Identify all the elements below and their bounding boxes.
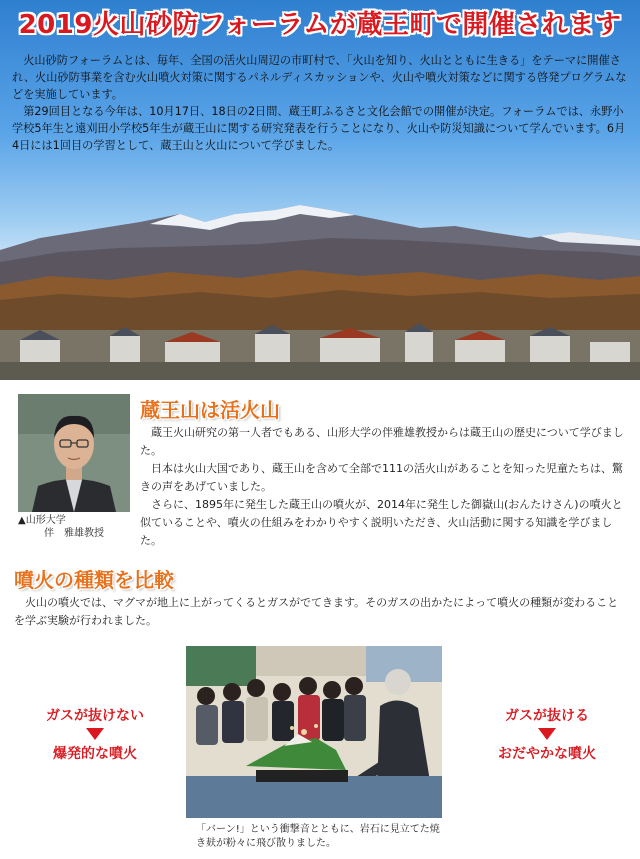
condition-gas-trapped-result: 爆発的な噴火	[53, 746, 137, 762]
section-eruption-text	[14, 594, 626, 630]
experiment-illustration	[186, 646, 442, 818]
zao-paragraph-1: 蔵王火山研究の第一人者でもある、山形大学の伴雅雄教授からは蔵王山の歴史について学びました。	[140, 426, 624, 457]
portrait-illustration	[18, 394, 130, 512]
intro-paragraph-2: 第29回目となる今年は、10月17日、18日の2日間、蔵王町ふるさと文化会館での開催が決定。フォーラムでは、永野小学校5年生と遠刈田小学校5年生が蔵王山に関する研究発表を行うことになり、火山や防災知識について学んでいます。6月4日には1回目の学習として、蔵王山と火山について学びました。	[12, 105, 626, 152]
experiment-photo	[186, 646, 442, 818]
section-zao-text	[140, 424, 630, 550]
condition-gas-escaping	[472, 705, 622, 763]
condition-gas-trapped-label: ガスが抜けない	[46, 708, 144, 724]
experiment-photo-caption: 「バーン!」という衝撃音とともに、岩石に見立てた焼き麸が粉々に飛び散りました。	[196, 824, 440, 849]
arrow-down-icon	[538, 728, 556, 740]
section-heading-zao: 蔵王山は活火山	[140, 398, 280, 422]
portrait-caption-affiliation: ▲山形大学	[18, 515, 66, 526]
portrait-caption-name: 伴 雅雄教授	[44, 528, 104, 539]
hero-photo	[0, 0, 640, 380]
portrait-caption	[18, 514, 138, 540]
condition-gas-escaping-label: ガスが抜ける	[505, 708, 589, 724]
zao-paragraph-2: 日本は火山大国であり、蔵王山を含めて全部で111の活火山があることを知った児童たちは、驚きの声をあげていました。	[140, 462, 623, 493]
page-title: 2019火山砂防フォーラムが蔵王町で開催されます	[18, 10, 622, 40]
section-heading-eruption: 噴火の種類を比較	[14, 568, 174, 592]
zao-paragraph-3: さらに、1895年に発生した蔵王山の噴火が、2014年に発生した御嶽山(おんたけさん)の噴火と似ていることや、噴火の仕組みをわかりやすく説明いただき、火山活動に関する知識を学びました。	[140, 498, 623, 547]
condition-gas-escaping-result: おだやかな噴火	[498, 746, 596, 762]
arrow-down-icon	[86, 728, 104, 740]
eruption-paragraph: 火山の噴火では、マグマが地上に上がってくるとガスがでてきます。そのガスの出かたによって噴火の種類が変わることを学ぶ実験が行われました。	[14, 596, 619, 627]
intro-paragraph-1: 火山砂防フォーラムとは、毎年、全国の活火山周辺の市町村で、「火山を知り、火山とともに生きる」をテーマに開催され、火山砂防事業を含む火山噴火対策に関するパネルディスカッションや、火山や噴火対策などに関する啓発プログラムなどを実施しています。	[12, 54, 627, 101]
intro-text	[12, 52, 630, 154]
professor-portrait	[18, 394, 130, 512]
condition-gas-trapped	[20, 705, 170, 763]
